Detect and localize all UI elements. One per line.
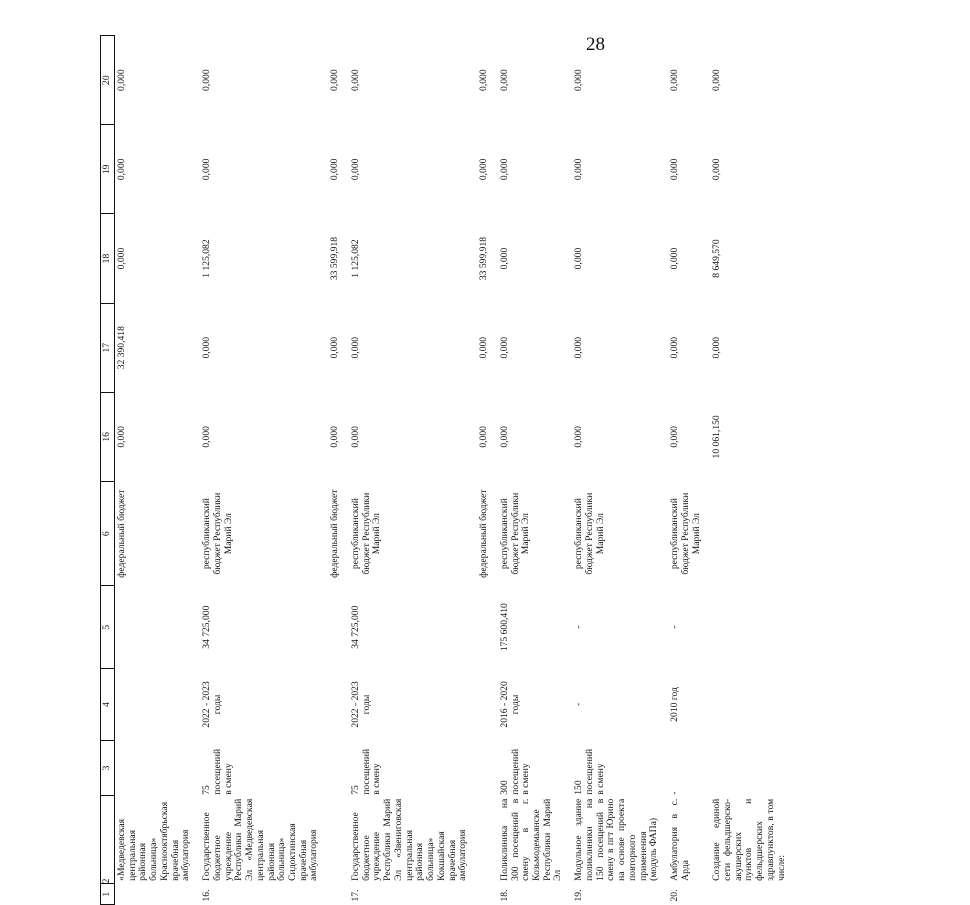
object-name-cell xyxy=(477,796,498,884)
value-col-19-cell: 0,000 xyxy=(116,158,127,181)
construction-years-cell xyxy=(710,669,795,741)
funding-source-cell: федеральный бюджет xyxy=(478,489,490,578)
value-col-16-cell: 0,000 xyxy=(116,426,127,448)
table-row xyxy=(477,36,498,905)
value-col-18-cell: 0,000 xyxy=(669,247,681,270)
object-name-cell: Поликлиника на 300 посещений в смену в г. Козьмодемьянске Республики Марий Эл xyxy=(498,798,564,881)
value-col-19-cell: 0,000 xyxy=(329,158,341,181)
header-row xyxy=(101,36,115,905)
capacity-cell xyxy=(328,740,349,795)
construction-years-cell xyxy=(115,669,201,741)
table-row xyxy=(200,36,328,905)
value-col-17-cell: 0,000 xyxy=(349,336,361,359)
construction-years-cell xyxy=(328,669,349,741)
object-name-cell: «Медведевская центральная районная больница» Краснооктябрьская врачебная амбулатория xyxy=(116,801,192,881)
value-col-20-cell: 0,000 xyxy=(116,69,127,91)
value-col-19-cell: 0,000 xyxy=(201,158,213,181)
value-col-17-cell: 0,000 xyxy=(329,336,341,359)
value-col-16-cell: 0,000 xyxy=(329,426,341,448)
table-body xyxy=(115,36,796,905)
header-cell-6: 6 xyxy=(101,481,115,585)
construction-years-cell: 2022 - 2023 годы xyxy=(201,681,223,728)
estimated-cost-cell xyxy=(710,586,795,669)
row-number-cell xyxy=(477,884,498,905)
funding-source-cell: федеральный бюджет xyxy=(329,489,341,578)
table-row xyxy=(498,36,572,905)
funding-source-cell: федеральный бюджет xyxy=(116,489,127,578)
value-col-18-cell: 1 125,082 xyxy=(349,239,361,278)
capacity-cell: 300 посещений в смену xyxy=(498,748,532,795)
value-col-16-cell: 0,000 xyxy=(349,426,361,448)
rotated-table-sheet xyxy=(100,40,970,902)
table-row xyxy=(328,36,349,905)
value-col-19-cell: 0,000 xyxy=(478,158,490,181)
header-cell-3: 3 xyxy=(101,740,115,795)
header-cell-2: 2 xyxy=(101,796,115,884)
value-col-18-cell: 33 599,918 xyxy=(478,236,490,281)
object-name-cell: Создание единой сети фельдшерско-акушерских пунктов и фельдшерских здравпунктов, в том числе: xyxy=(711,798,787,881)
object-name-cell: Государственное бюджетное учреждение Республики Марий Эл «Медведевская центральная районная больница» Сидоктинская врачебная амбулатория xyxy=(201,798,320,881)
value-col-17-cell: 0,000 xyxy=(573,336,585,359)
funding-source-cell: республиканский бюджет Республики Марий Эл xyxy=(201,492,234,575)
table-row xyxy=(572,36,668,905)
value-col-17-cell: 0,000 xyxy=(201,336,213,359)
header-cell-19: 19 xyxy=(101,125,115,214)
row-number-cell: 19. xyxy=(573,889,585,902)
header-cell-1: 1 xyxy=(101,884,115,905)
table-row xyxy=(349,36,477,905)
estimated-cost-cell: 34 725,000 xyxy=(201,605,213,649)
construction-years-cell: - xyxy=(573,702,585,707)
value-col-18-cell: 8 649,570 xyxy=(711,239,723,278)
header-cell-4: 4 xyxy=(101,669,115,741)
row-number-cell: 20. xyxy=(669,889,681,902)
value-col-19-cell: 0,000 xyxy=(349,158,361,181)
value-col-20-cell: 0,000 xyxy=(498,69,510,91)
header-cell-20: 20 xyxy=(101,36,115,125)
value-col-16-cell: 0,000 xyxy=(573,426,585,448)
value-col-18-cell: 1 125,082 xyxy=(201,239,213,278)
table-row xyxy=(710,36,795,905)
value-col-20-cell: 0,000 xyxy=(201,69,213,91)
header-cell-16: 16 xyxy=(101,392,115,481)
row-number-cell: 18. xyxy=(498,889,510,902)
value-col-18-cell: 0,000 xyxy=(573,247,585,270)
header-cell-18: 18 xyxy=(101,214,115,303)
funding-source-cell xyxy=(710,481,795,585)
value-col-20-cell: 0,000 xyxy=(669,69,681,91)
value-col-19-cell: 0,000 xyxy=(711,158,723,181)
funding-source-cell: республиканский бюджет Республики Марий Эл xyxy=(349,492,383,575)
funding-source-cell: республиканский бюджет Республики Марий Эл xyxy=(498,492,532,575)
value-col-17-cell: 0,000 xyxy=(711,336,723,359)
table-row xyxy=(668,36,710,905)
capacity-cell xyxy=(115,740,201,795)
header-cell-17: 17 xyxy=(101,303,115,392)
capacity-cell xyxy=(710,740,795,795)
estimated-cost-cell xyxy=(477,586,498,669)
estimated-cost-cell: - xyxy=(669,625,681,629)
value-col-16-cell: 0,000 xyxy=(478,426,490,448)
estimated-cost-cell: 175 600,410 xyxy=(498,603,510,652)
construction-years-cell: 2016 - 2020 годы xyxy=(498,681,521,728)
value-col-18-cell: 0,000 xyxy=(116,247,127,270)
capacity-cell: 150 посещений в смену xyxy=(573,748,606,795)
value-col-17-cell: 0,000 xyxy=(478,336,490,359)
value-col-20-cell: 0,000 xyxy=(349,69,361,91)
row-number-cell xyxy=(328,884,349,905)
construction-years-cell: 2010 год xyxy=(669,687,681,722)
construction-years-cell xyxy=(477,669,498,741)
object-name-cell: Модульное здание поликлиники на 150 посещений в смену в пгт Юрино на основе проекта повторного применения (модуль ФАПа) xyxy=(573,798,660,881)
value-col-20-cell: 0,000 xyxy=(478,69,490,91)
estimated-cost-cell: - xyxy=(573,625,585,629)
row-number-cell: 17. xyxy=(349,889,361,902)
value-col-20-cell: 0,000 xyxy=(711,69,723,91)
object-name-cell: Государственное бюджетное учреждение Республики Марий Эл «Звениговская центральная районная больница» Кокшайская врачебная амбулатория xyxy=(349,798,469,881)
estimated-cost-cell xyxy=(115,586,201,669)
estimated-cost-cell: 34 725,000 xyxy=(349,605,361,649)
funding-source-cell: республиканский бюджет Республики Марий Эл xyxy=(573,492,606,575)
value-col-20-cell: 0,000 xyxy=(329,69,341,91)
row-number-cell xyxy=(710,884,795,905)
capacity-cell: - xyxy=(669,791,681,795)
value-col-16-cell: 0,000 xyxy=(669,426,681,448)
value-col-18-cell: 0,000 xyxy=(498,247,510,270)
page-number: 28 xyxy=(586,34,605,55)
header-cell-5: 5 xyxy=(101,586,115,669)
funding-source-cell: республиканский бюджет Республики Марий Эл xyxy=(669,492,702,575)
budget-table xyxy=(100,35,795,905)
estimated-cost-cell xyxy=(328,586,349,669)
capacity-cell: 75 посещений в смену xyxy=(201,748,234,795)
value-col-16-cell: 0,000 xyxy=(498,426,510,448)
value-col-19-cell: 0,000 xyxy=(573,158,585,181)
capacity-cell xyxy=(477,740,498,795)
object-name-cell: Амбулатория в с. Арда xyxy=(669,798,691,881)
value-col-18-cell: 33 599,918 xyxy=(329,236,341,281)
value-col-16-cell: 10 061,150 xyxy=(711,415,723,459)
capacity-cell: 75 посещений в смену xyxy=(349,748,383,795)
value-col-17-cell: 32 390,418 xyxy=(116,326,127,370)
value-col-20-cell: 0,000 xyxy=(573,69,585,91)
construction-years-cell: 2022 - 2023 годы xyxy=(349,681,372,728)
table-row xyxy=(115,36,201,905)
value-col-16-cell: 0,000 xyxy=(201,426,213,448)
row-number-cell: 16. xyxy=(201,889,213,902)
row-number-cell xyxy=(115,884,201,905)
value-col-17-cell: 0,000 xyxy=(669,336,681,359)
value-col-19-cell: 0,000 xyxy=(669,158,681,181)
object-name-cell xyxy=(328,796,349,884)
value-col-19-cell: 0,000 xyxy=(498,158,510,181)
value-col-17-cell: 0,000 xyxy=(498,336,510,359)
